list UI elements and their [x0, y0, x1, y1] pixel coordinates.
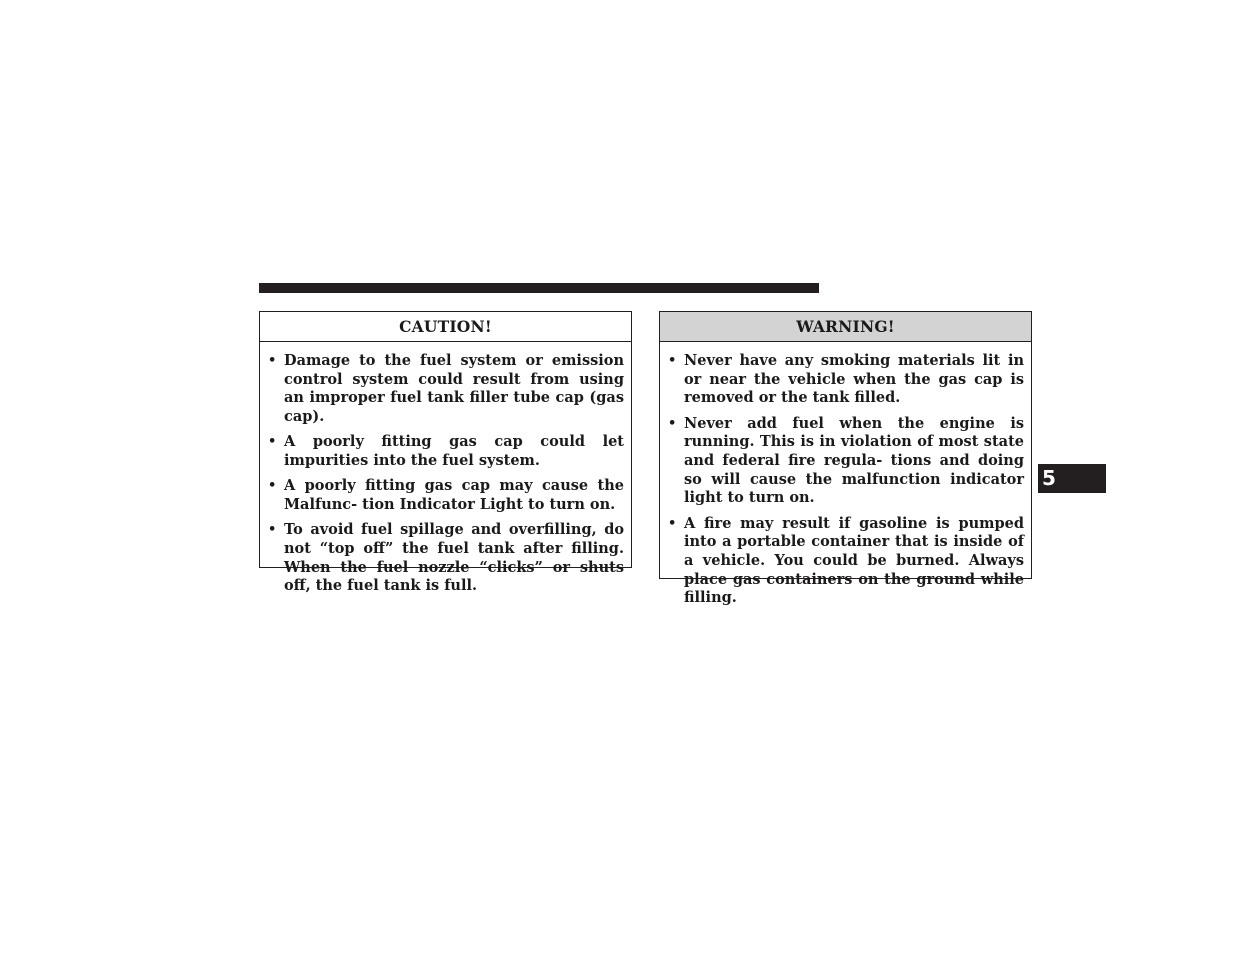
warning-item-text: Never add fuel when the engine is running. This is in violation of most state and federal fire regula- tions and doing so will cause the malfunction indicator light to turn on. [684, 414, 1024, 507]
warning-item-text: A fire may result if gasoline is pumped into a portable container that is inside of a vehicle. You could be burned. Always place gas containers on the ground while filling. [684, 514, 1024, 607]
warning-list [660, 342, 1031, 608]
warning-item [668, 515, 1024, 609]
section-top-rule [259, 283, 819, 293]
caution-item [268, 352, 624, 427]
caution-item [268, 477, 624, 514]
bullet-icon: • [668, 353, 677, 368]
caution-item-text: To avoid fuel spillage and overfilling, do not “top off” the fuel tank after filling. When the fuel nozzle “clicks” or shuts off, the fuel tank is full. [284, 521, 624, 595]
warning-item [668, 352, 1024, 408]
warning-title: WARNING! [660, 312, 1031, 342]
bullet-icon: • [268, 353, 277, 368]
caution-item [268, 433, 624, 470]
caution-item-text: A poorly fitting gas cap may cause the Malfunc- tion Indicator Light to turn on. [284, 477, 624, 513]
caution-title: CAUTION! [260, 312, 631, 342]
warning-item [668, 415, 1024, 509]
caution-item-text: A poorly fitting gas cap could let impurities into the fuel system. [284, 433, 624, 470]
warning-item-text: Never have any smoking materials lit in or near the vehicle when the gas cap is removed or the tank filled. [684, 352, 1024, 407]
bullet-icon: • [268, 478, 277, 494]
caution-list [260, 342, 631, 596]
bullet-icon: • [668, 515, 677, 531]
bullet-icon: • [668, 415, 677, 431]
bullet-icon: • [268, 522, 277, 538]
chapter-tab: 5 [1038, 464, 1106, 493]
caution-item [268, 521, 624, 596]
caution-item-text: Damage to the fuel system or emission control system could result from using an improper fuel tank filler tube cap (gas cap). [284, 352, 624, 426]
warning-box [659, 311, 1032, 607]
bullet-icon: • [268, 434, 277, 450]
caution-box [259, 311, 632, 595]
